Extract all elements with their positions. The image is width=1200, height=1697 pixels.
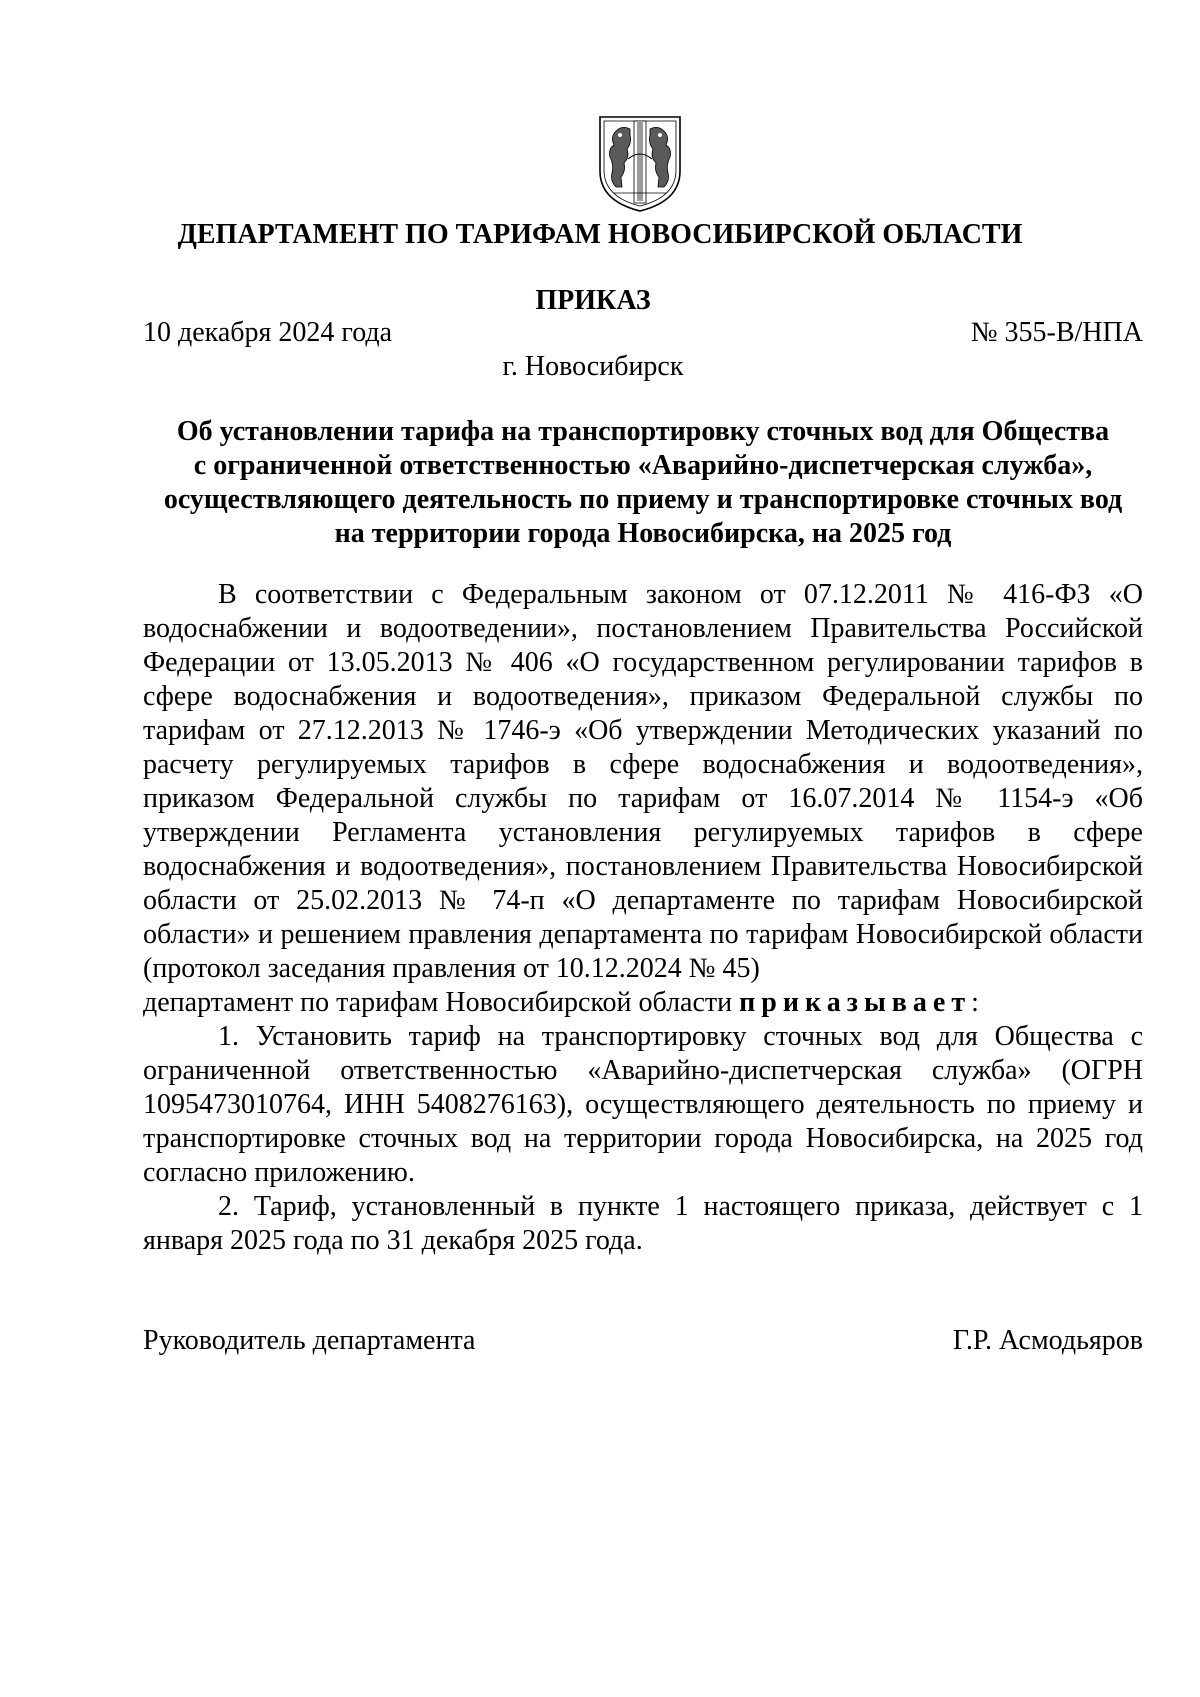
subject-line: Об установлении тарифа на транспортировку сточных вод для Общества	[176, 416, 1110, 447]
subject-line: с ограниченной ответственностью «Аварийно-диспетчерская служба»,	[193, 450, 1093, 481]
document-type-title: ПРИКАЗ	[535, 285, 651, 316]
subject-line: на территории города Новосибирска, на 2025 год	[334, 518, 952, 549]
order-subject	[143, 415, 1143, 551]
signatory-position: Руководитель департамента	[143, 1325, 476, 1356]
signature-block	[143, 1324, 1143, 1358]
order-date: 10 декабря 2024 года	[143, 317, 393, 348]
department-title: ДЕПАРТАМЕНТ ПО ТАРИФАМ НОВОСИБИРСКОЙ ОБЛАСТИ	[177, 219, 1023, 250]
order-item: 2. Тариф, установленный в пункте 1 настоящего приказа, действует с 1 января 2025 года по 31 декабря 2025 года.	[143, 1191, 1143, 1256]
subject-line: осуществляющего деятельность по приему и транспортировке сточных вод	[163, 484, 1123, 515]
decree-suffix: :	[971, 987, 979, 1018]
date-number-line	[143, 316, 1143, 350]
preamble-paragraph: В соответствии с Федеральным законом от 07.12.2011 № 416-ФЗ «О водоснабжении и водоотведении», постановлением Правительства Российской Федерации от 13.05.2013 № 406 «О государственном регулировании тарифов в сфере водоснабжения и водоотведения», приказом Федеральной службы по тарифам от 27.12.2013 № 1746-э «Об утверждении Методических указаний по расчету регулируемых тарифов в сфере водоснабжения и водоотведения», приказом Федеральной службы по тарифам от 16.07.2014 № 1154-э «Об утверждении Регламента установления регулируемых тарифов в сфере водоснабжения и водоотведения», постановлением Правительства Новосибирской области от 25.02.2013 № 74-п «О департаменте по тарифам Новосибирской области» и решением правления департамента по тарифам Новосибирской области (протокол заседания правления от 10.12.2024 № 45)	[143, 579, 1143, 984]
decree-prefix: департамент по тарифам Новосибирской области	[143, 987, 733, 1018]
order-item: 1. Установить тариф на транспортировку сточных вод для Общества с ограниченной ответственностью «Аварийно-диспетчерская служба» (ОГРН 1095473010764, ИНН 5408276163), осуществляющего деятельность по приему и транспортировке сточных вод на территории города Новосибирска, на 2025 год согласно приложению.	[143, 1021, 1143, 1188]
order-number: № 355-В/НПА	[970, 317, 1143, 348]
decree-word: приказывает	[739, 987, 972, 1018]
order-body	[143, 578, 1143, 1258]
city-line: г. Новосибирск	[502, 351, 684, 382]
decree-line	[143, 986, 1143, 1020]
signatory-name: Г.Р. Асмодьяров	[952, 1325, 1143, 1356]
coat-of-arms-icon	[594, 113, 686, 213]
